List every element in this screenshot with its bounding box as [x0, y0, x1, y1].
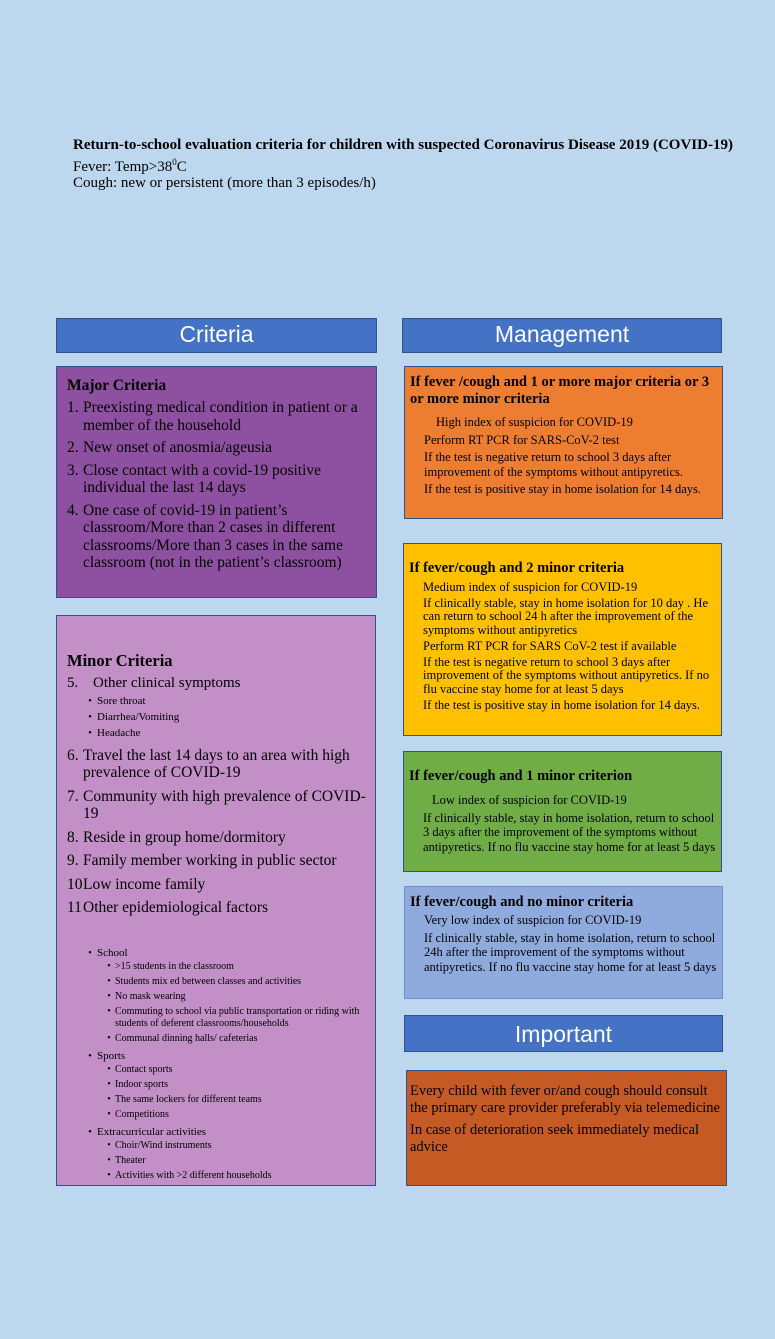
- minor-criterion: 5. Other clinical symptoms: [67, 675, 241, 691]
- factor-sublist: [83, 1064, 371, 1122]
- management-header: Management: [402, 318, 722, 353]
- factor-item: • Commuting to school via public transportation or riding with students of deferent classrooms/households: [107, 1005, 360, 1029]
- important-header: Important: [404, 1015, 723, 1052]
- management-line: Medium index of suspicion for COVID-19: [423, 580, 638, 594]
- management-low-heading: If fever/cough and 1 minor criterion: [409, 768, 633, 784]
- management-medium-heading: If fever/cough and 2 minor criteria: [409, 560, 625, 576]
- page-title: Return-to-school evaluation criteria for children with suspected Coronavirus Disease 2019 (COVID-19): [73, 137, 733, 153]
- symptom-list: [67, 693, 371, 741]
- management-line: If the test is positive stay in home isolation for 14 days.: [424, 482, 702, 496]
- factor-item: • No mask wearing: [107, 990, 186, 1002]
- management-very-low-heading: If fever/cough and no minor criteria: [410, 894, 634, 910]
- factor-item: • Communal dinning halls/ cafeterias: [107, 1033, 258, 1044]
- minor-criterion: 7. Community with high prevalence of COVID-19: [67, 787, 366, 822]
- factor-sublist: [83, 1140, 371, 1183]
- factor-item: • Competitions: [107, 1109, 169, 1120]
- management-line: If clinically stable, stay in home isolation, return to school 24h after the improvement of the symptoms without antipyretics. If no flu vaccine stay home for at least 5 days: [424, 930, 717, 974]
- important-line: In case of deterioration seek immediately medical advice: [410, 1122, 700, 1155]
- management-line: If clinically stable, stay in home isolation, return to school 3 days after the improvement of the symptoms without antipyretics. If no flu vaccine stay home for at least 5 days: [423, 810, 716, 854]
- major-criteria-box: [56, 366, 377, 598]
- factor-item: • Students mix ed between classes and activities: [107, 975, 302, 987]
- minor-criterion: 6. Travel the last 14 days to an area with high prevalence of COVID-19: [67, 746, 350, 781]
- criteria-header: Criteria: [56, 318, 377, 353]
- important-line: Every child with fever or/and cough should consult the primary care provider preferably via telemedicine: [410, 1083, 720, 1116]
- symptom-item: • Diarrhea/Vomiting: [88, 710, 180, 723]
- management-line: Perform RT PCR for SARS CoV-2 test if available: [423, 639, 677, 653]
- major-criterion: 4. One case of covid-19 in patient’s classroom/More than 2 cases in different classrooms/More than 3 cases in the same classroom (not in the patient’s classroom): [67, 501, 343, 571]
- management-very-low-box: [404, 886, 723, 999]
- factor-item: • Indoor sports: [107, 1079, 169, 1090]
- minor-criterion: 11 Other epidemiological factors: [67, 899, 269, 916]
- important-box: [406, 1070, 727, 1186]
- intro: [73, 137, 753, 192]
- management-line: Low index of suspicion for COVID-19: [432, 793, 627, 807]
- management-high-heading: If fever /cough and 1 or more major criteria or 3 or more minor criteria: [410, 374, 710, 407]
- epidemiological-factors-list: [67, 945, 371, 1183]
- factor-item: • Choir/Wind instruments: [107, 1140, 212, 1151]
- major-criterion: 1. Preexisting medical condition in patient or a member of the household: [67, 399, 358, 434]
- minor-criterion: 8. Reside in group home/dormitory: [67, 828, 286, 846]
- factor-item: • >15 students in the classroom: [107, 960, 234, 972]
- management-line: If the test is negative return to school 3 days after improvement of the symptoms without antipyretics.: [424, 450, 683, 479]
- factor-sublist: [83, 961, 371, 1046]
- management-high-box: [404, 366, 723, 519]
- factor-group: • Sports: [88, 1050, 126, 1062]
- factor-item: • Contact sports: [107, 1064, 173, 1075]
- fever-definition: Fever: $Temp>38^0C$: [73, 156, 187, 175]
- factor-item: • The same lockers for different teams: [107, 1094, 262, 1105]
- major-criterion: 2. New onset of anosmia/ageusia: [67, 439, 272, 456]
- management-line: Perform RT PCR for SARS-CoV-2 test: [424, 432, 620, 447]
- symptom-item: • Headache: [88, 726, 141, 739]
- factor-item: • Activities with >2 different households: [107, 1170, 272, 1181]
- management-line: If the test is negative return to school 3 days after improvement of the symptoms without antipyretics. If no flu vaccine stay home for at least 5 days: [423, 654, 710, 696]
- factor-item: • Theater: [107, 1155, 146, 1166]
- management-line: Very low index of suspicion for COVID-19: [424, 913, 642, 927]
- management-low-box: [403, 751, 722, 872]
- management-medium-box: [403, 543, 722, 736]
- factor-group: • Extracurricular activities: [88, 1126, 207, 1138]
- management-line: If the test is positive stay in home isolation for 14 days.: [423, 698, 701, 712]
- major-criteria-heading: Major Criteria: [67, 377, 167, 394]
- management-line: If clinically stable, stay in home isolation for 10 day . He can return to school 24 h after the improvement of the symptoms without antipyretics: [423, 595, 708, 637]
- cough-definition: Cough: new or persistent (more than 3 episodes/h): [73, 175, 376, 191]
- major-criterion: 3. Close contact with a covid-19 positive individual the last 14 days: [67, 461, 322, 496]
- minor-criterion: 10 Low income family: [67, 875, 206, 893]
- factor-group: • School: [88, 946, 128, 959]
- minor-criterion: 9. Family member working in public sector: [67, 852, 337, 869]
- minor-criteria-heading: Minor Criteria: [67, 651, 173, 670]
- management-line: High index of suspicion for COVID-19: [436, 415, 633, 429]
- minor-criteria-box: [56, 615, 376, 1186]
- symptom-item: • Sore throat: [88, 694, 146, 707]
